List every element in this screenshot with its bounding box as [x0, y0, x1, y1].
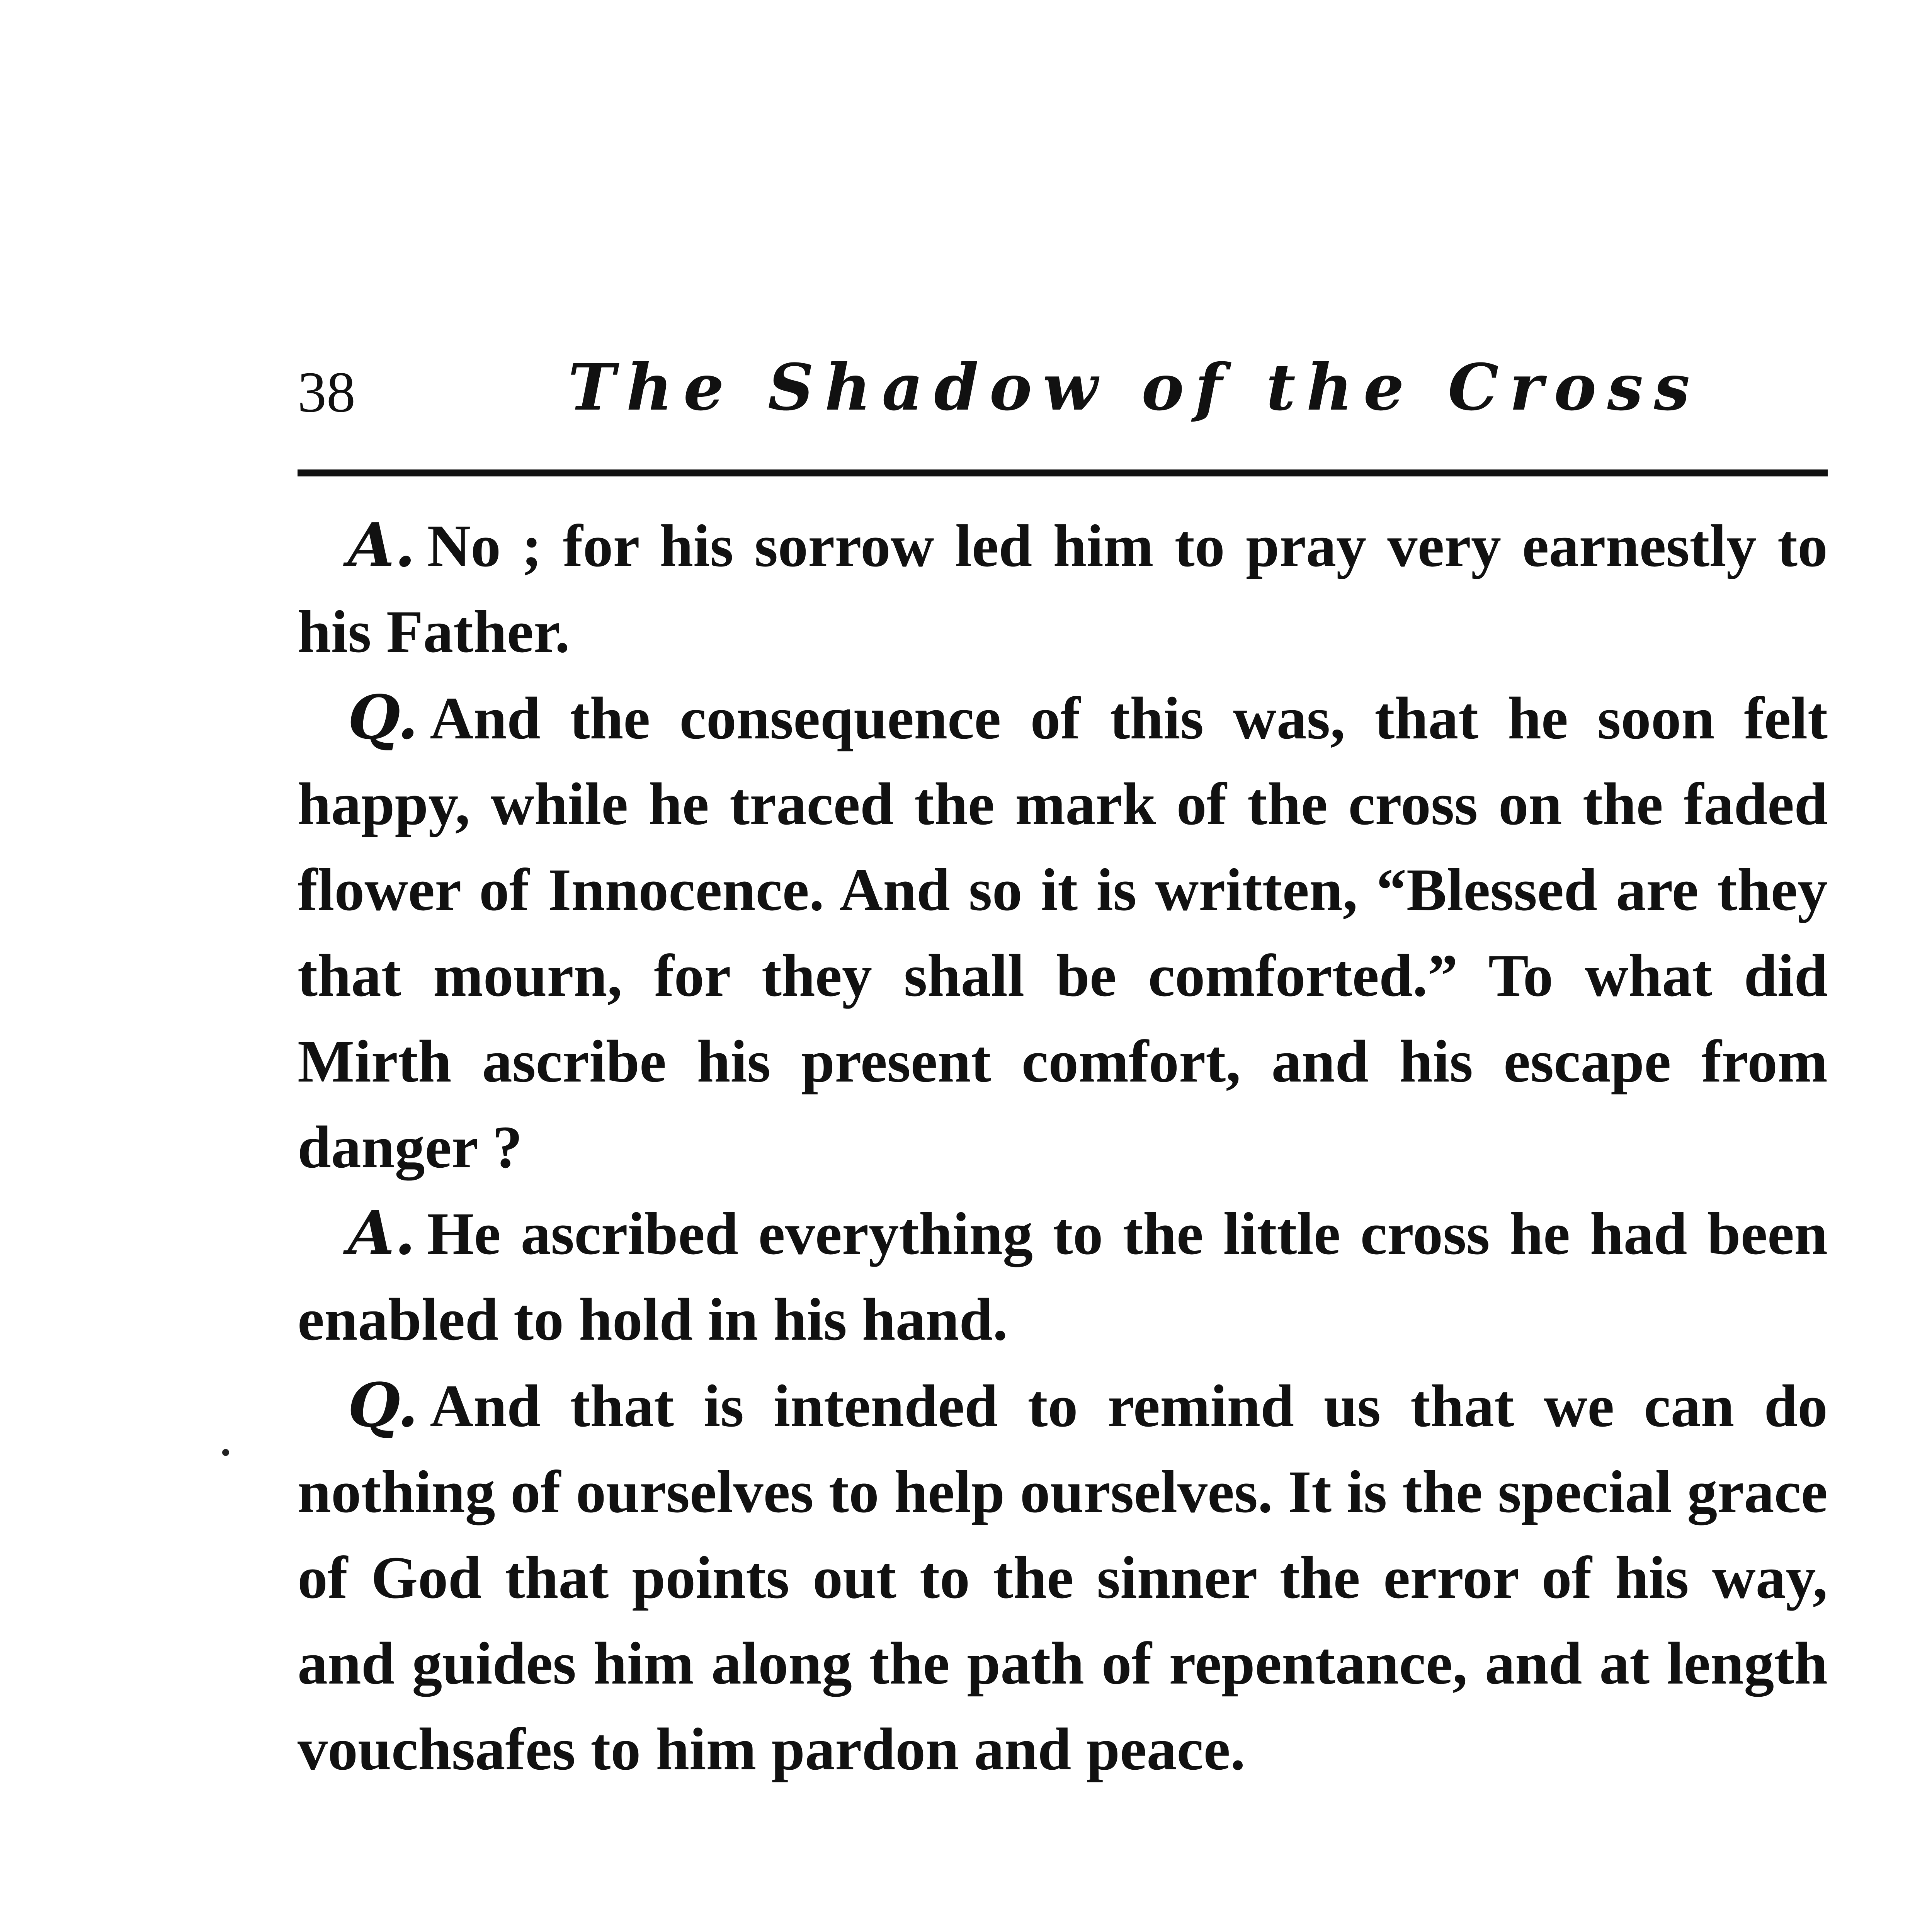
question-paragraph — [298, 675, 1828, 1190]
answer-paragraph — [298, 502, 1828, 675]
page-number: 38 — [298, 360, 355, 424]
paragraph-text: And the consequence of this was, that he soon felt happy, while he traced the mark of the cross on the faded flower of Innocence. And so it is written, “Blessed are they that mourn, for they shall be comforted.” To what did Mirth ascribe his present comfort, and his escape from danger ? — [298, 685, 1828, 1180]
answer-paragraph — [298, 1190, 1828, 1362]
running-title: The Shadow of the Cross — [568, 350, 1701, 425]
paragraph-text: And that is intended to remind us that we can do nothing of ourselves to help ourselves. It is the special grace of God that points out to the sinner the error of his way, and guides him along the path of repentance, and at length vouchsafes to him pardon and peace. — [298, 1372, 1828, 1782]
page-header — [298, 348, 1828, 448]
header-rule — [298, 469, 1828, 476]
body-text — [298, 502, 1828, 1792]
scan-speck — [222, 1449, 229, 1456]
answer-marker: A. — [348, 510, 416, 580]
question-marker: Q. — [348, 1370, 418, 1440]
question-marker: Q. — [348, 682, 418, 753]
question-paragraph — [298, 1362, 1828, 1792]
paragraph-text: He ascribed everything to the little cross he had been enabled to hold in his hand. — [298, 1200, 1828, 1353]
paragraph-text: No ; for his sorrow led him to pray very earnestly to his Father. — [298, 512, 1828, 665]
answer-marker: A. — [348, 1197, 416, 1268]
